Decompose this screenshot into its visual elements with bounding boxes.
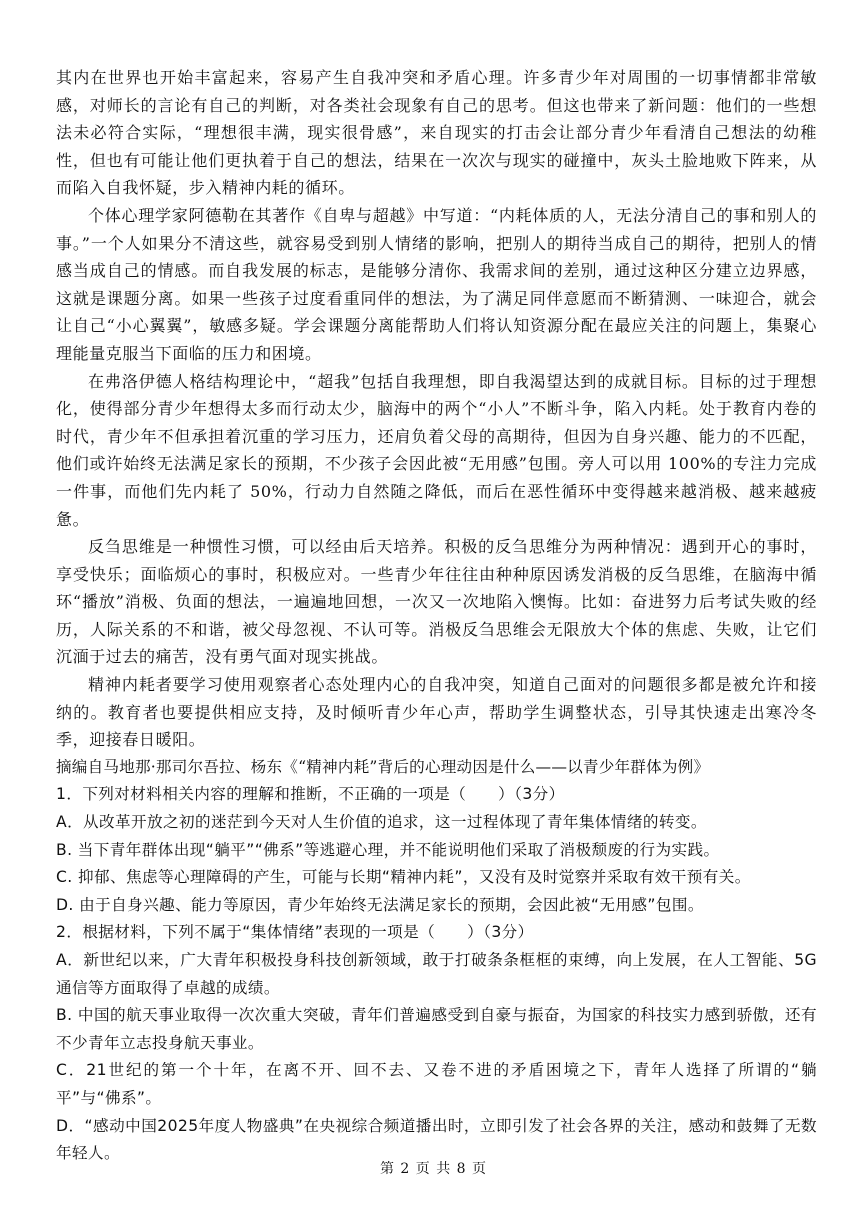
option-a: A．从改革开放之初的迷茫到今天对人生价值的追求，这一过程体现了青年集体情绪的转变。 — [56, 813, 707, 832]
paragraph: 反刍思维是一种惯性习惯，可以经由后天培养。积极的反刍思维分为两种情况：遇到开心的事时，享受快乐；面临烦心的事时，积极应对。一些青少年往往由种种原因诱发消极的反刍思维，在脑海中循环“播放”消极、负面的想法，一遍遍地回想，一次又一次地陷入懊悔。比如：奋进努力后考试失败的经历，人际关系的不和谐，被父母忽视、不认可等。消极反刍思维会无限放大个体的焦虑、失败，让它们沉湎于过去的痛苦，没有勇气面对现实挑战。 — [56, 537, 817, 667]
paragraph: 精神内耗者要学习使用观察者心态处理内心的自我冲突，知道自己面对的问题很多都是被允许和接纳的。教育者也要提供相应支持，及时倾听青少年心声，帮助学生调整状态，引导其快速走出寒冷冬季，迎接春日暖阳。 — [56, 675, 817, 750]
paragraph: 在弗洛伊德人格结构理论中，“超我”包括自我理想，即自我渴望达到的成就目标。目标的过于理想化，使得部分青少年想得太多而行动太少，脑海中的两个“小人”不断斗争，陷入内耗。处于教育内卷的时代，青少年不但承担着沉重的学习压力，还肩负着父母的高期待，但因为自身兴趣、能力的不匹配，他们或许始终无法满足家长的预期，不少孩子会因此被“无用感”包围。旁人可以用 100%的专注力完成一件事，而他们先内耗了 50%，行动力自然随之降低，而后在恶性循环中变得越来越消极、越来越疲惫。 — [56, 371, 817, 529]
option-c: C．21世纪的第一个十年，在离不开、回不去、又卷不进的矛盾困境之下，青年人选择了所谓的“躺平”与“佛系”。 — [56, 1061, 817, 1107]
option-c: C. 抑郁、焦虑等心理障碍的产生，可能与长期“精神内耗”，又没有及时觉察并采取有效干预有关。 — [56, 868, 751, 887]
question-stem: 1．下列对材料相关内容的理解和推断，不正确的一项是（ ）（3分） — [56, 785, 565, 804]
paragraph: 个体心理学家阿德勒在其著作《自卑与超越》中写道：“内耗体质的人，无法分清自己的事和别人的事。”一个人如果分不清这些，就容易受到别人情绪的影响，把别人的期待当成自己的期待，把别人的情感当成自己的情感。而自我发展的标志，是能够分清你、我需求间的差别，通过这种区分建立边界感，这就是课题分离。如果一些孩子过度看重同伴的想法，为了满足同伴意愿而不断猜测、一味迎合，就会让自己“小心翼翼”，敏感多疑。学会课题分离能帮助人们将认知资源分配在最应关注的问题上，集聚心理能量克服当下面临的压力和困境。 — [56, 205, 817, 363]
page-footer: 第 2 页 共 8 页 — [379, 1161, 488, 1177]
question-2 — [56, 919, 817, 1167]
option-a: A．新世纪以来，广大青年积极投身科技创新领域，敢于打破条条框框的束缚，向上发展，在人工智能、5G通信等方面取得了卓越的成绩。 — [56, 951, 817, 997]
question-1 — [56, 781, 817, 919]
paragraph: 其内在世界也开始丰富起来，容易产生自我冲突和矛盾心理。许多青少年对周围的一切事情都非常敏感，对师长的言论有自己的判断，对各类社会现象有自己的思考。但这也带来了新问题：他们的一些想法未必符合实际，“理想很丰满，现实很骨感”，来自现实的打击会让部分青少年看清自己想法的幼稚性，但也有可能让他们更执着于自己的想法，结果在一次次与现实的碰撞中，灰头土脸地败下阵来，从而陷入自我怀疑，步入精神内耗的循环。 — [56, 68, 817, 198]
option-b: B. 中国的航天事业取得一次次重大突破，青年们普遍感受到自豪与振奋，为国家的科技实力感到骄傲，还有不少青年立志投身航天事业。 — [56, 1006, 817, 1052]
option-b: B. 当下青年群体出现“躺平”“佛系”等逃避心理，并不能说明他们采取了消极颓废的行为实践。 — [56, 840, 720, 859]
option-d: D．“感动中国2025年度人物盛典”在央视综合频道播出时，立即引发了社会各界的关注，感动和鼓舞了无数年轻人。 — [56, 1116, 817, 1163]
question-stem: 2．根据材料，下列不属于“集体情绪”表现的一项是（ ）（3分） — [56, 923, 534, 942]
option-d: D. 由于自身兴趣、能力等原因，青少年始终无法满足家长的预期，会因此被“无用感”包围。 — [56, 895, 704, 914]
source-citation: 摘编自马地那·那司尔吾拉、杨东《“精神内耗”背后的心理动因是什么——以青少年群体为例》 — [56, 757, 710, 776]
